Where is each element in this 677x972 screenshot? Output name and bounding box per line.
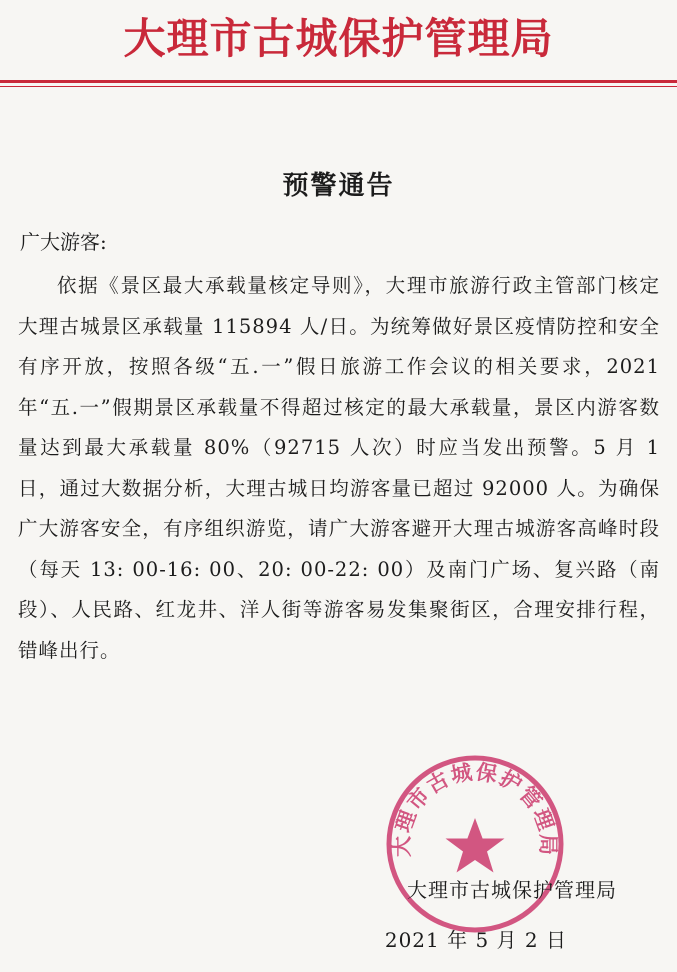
notice-body: 依据《景区最大承载量核定导则》，大理市旅游行政主管部门核定大理古城景区承载量 115894 人/日。为统筹做好景区疫情防控和安全有序开放，按照各级“五.一”假日旅游工作会议的相关要求，2021 年“五.一”假期景区承载量不得超过核定的最大承载量，景区内游客数量达到最大承载量 80%（92715 人次）时应当发出预警。5 月 1 日，通过大数据分析，大理古城日均游客量已超过 92000 人。为确保广大游客安全，有序组织游览，请广大游客避开大理古城游客高峰时段（每天 13: 00-16: 00、20: 00-22: 00）及南门广场、复兴路（南段）、人民路、红龙井、洋人街等游客易发集聚街区，合理安排行程，错峰出行。 [18, 274, 660, 662]
letterhead-rule-thin [0, 86, 677, 87]
salutation: 广大游客: [20, 230, 107, 254]
notice-title: 预警通告 [282, 171, 395, 201]
official-seal-icon [383, 752, 567, 936]
signature-date: 2021 年 5 月 2 日 [384, 928, 567, 952]
signature-org: 大理市古城保护管理局 [407, 878, 617, 902]
letterhead-rule-thick [0, 80, 677, 83]
svg-text:大理市古城保护管理局: 大理市古城保护管理局 [389, 759, 561, 858]
letterhead-title: 大理市古城保护管理局 [123, 14, 554, 63]
